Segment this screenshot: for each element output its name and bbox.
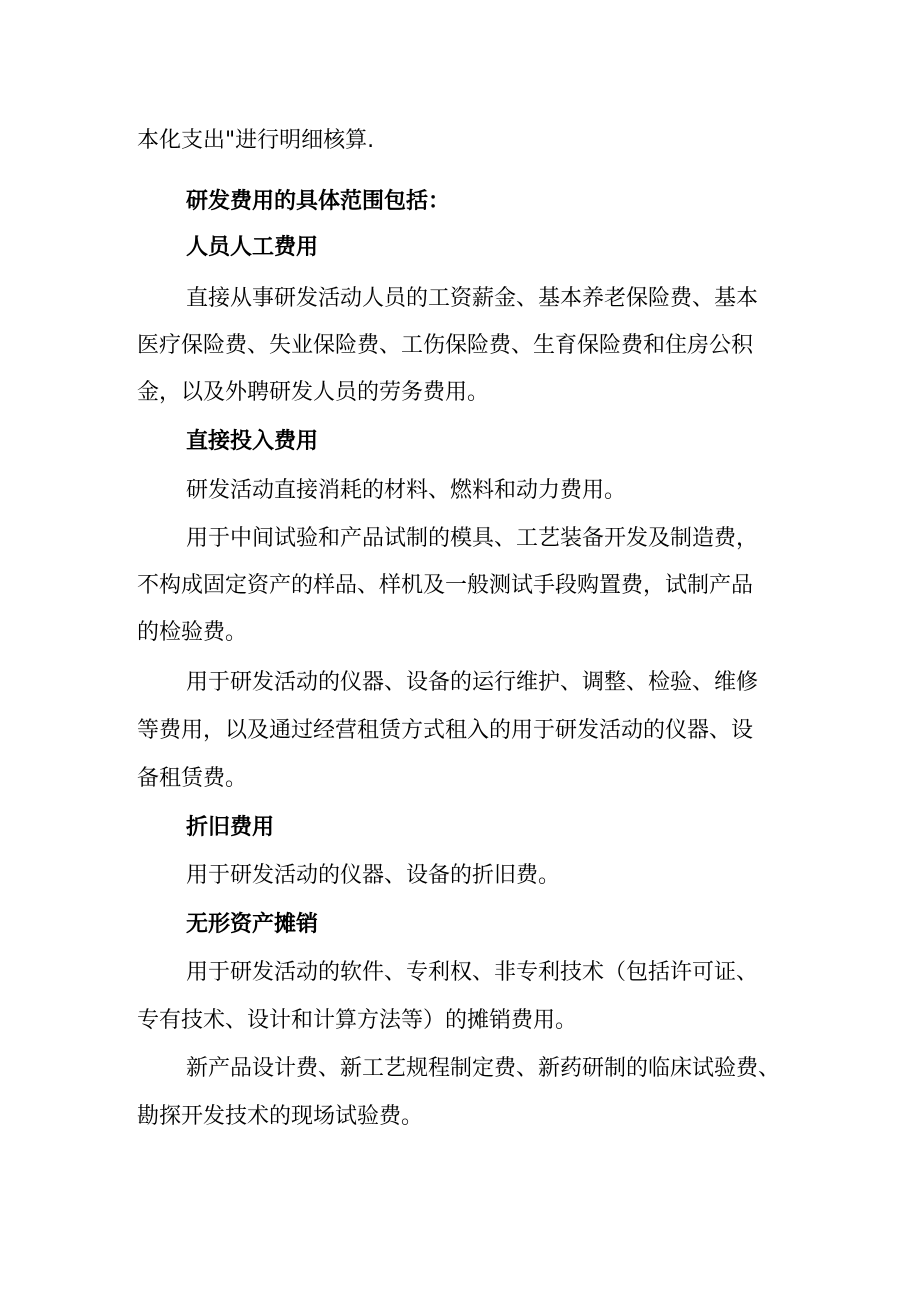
paragraph-line: 专有技术、设计和计算方法等）的摊销费用。 (137, 1008, 578, 1033)
paragraph-line: 研发活动直接消耗的材料、燃料和动力费用。 (186, 478, 627, 503)
paragraph-line: 勘探开发技术的现场试验费。 (137, 1104, 424, 1129)
paragraph-line: 用于研发活动的仪器、设备的折旧费。 (186, 863, 561, 888)
heading-direct-input: 直接投入费用 (186, 429, 319, 454)
paragraph-line: 用于研发活动的软件、专利权、非专利技术（包括许可证、 (186, 960, 759, 985)
paragraph-line: 金，以及外聘研发人员的劳务费用。 (137, 380, 490, 405)
paragraph-line: 医疗保险费、失业保险费、工伤保险费、生育保险费和住房公积 (137, 333, 754, 358)
heading-intangible-amortization: 无形资产摊销 (186, 912, 319, 937)
heading-personnel-costs: 人员人工费用 (186, 235, 319, 260)
paragraph-line: 新产品设计费、新工艺规程制定费、新药研制的临床试验费、 (186, 1056, 781, 1081)
paragraph-line: 用于中间试验和产品试制的模具、工艺装备开发及制造费， (186, 526, 759, 551)
paragraph-line: 用于研发活动的仪器、设备的运行维护、调整、检验、维修 (186, 670, 759, 695)
paragraph-line: 等费用，以及通过经营租赁方式租入的用于研发活动的仪器、设 (137, 718, 754, 743)
heading-depreciation: 折旧费用 (186, 815, 275, 840)
paragraph-line: 不构成固定资产的样品、样机及一般测试手段购置费，试制产品 (137, 573, 754, 598)
paragraph-line: 直接从事研发活动人员的工资薪金、基本养老保险费、基本 (186, 286, 759, 311)
paragraph-line: 备租赁费。 (137, 766, 248, 791)
section-intro: 研发费用的具体范围包括： (186, 189, 451, 214)
paragraph-line: 的检验费。 (137, 620, 248, 645)
paragraph-continuation: 本化支出"进行明细核算. (137, 128, 375, 153)
